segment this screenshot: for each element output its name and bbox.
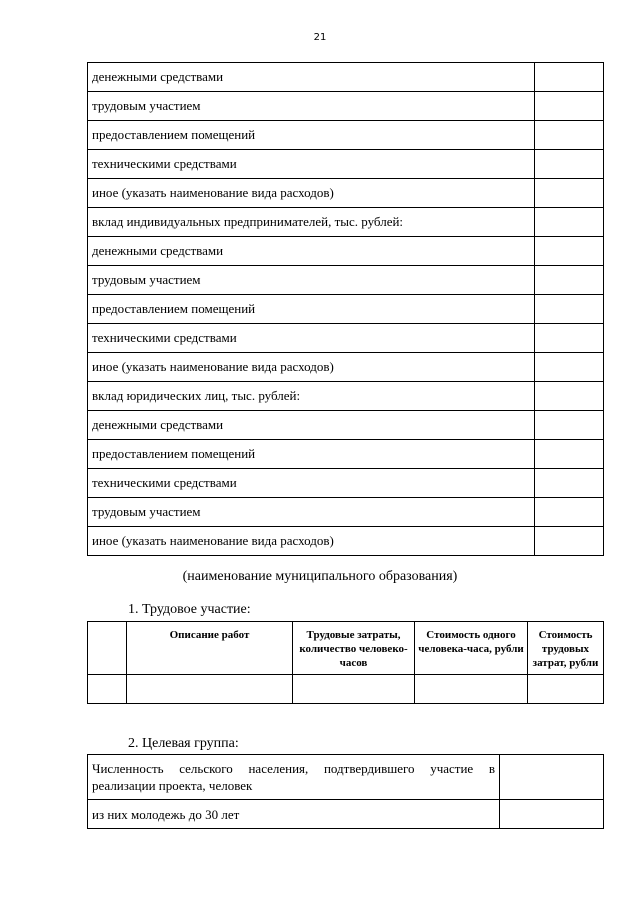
row-label: предоставлением помещений <box>88 295 535 324</box>
column-header: Стоимость трудовых затрат, рубли <box>528 622 604 675</box>
table-row <box>88 675 604 704</box>
table-cell <box>528 675 604 704</box>
table-cell <box>415 675 528 704</box>
row-label: техническими средствами <box>88 324 535 353</box>
row-label: денежными средствами <box>88 237 535 266</box>
column-header: Описание работ <box>127 622 293 675</box>
row-label: вклад юридических лиц, тыс. рублей: <box>88 382 535 411</box>
table-row <box>88 353 604 382</box>
table-row <box>88 92 604 121</box>
table-cell <box>293 675 415 704</box>
table-row <box>88 440 604 469</box>
value-cell <box>535 295 604 324</box>
table-row <box>88 800 604 829</box>
table-cell <box>127 675 293 704</box>
value-cell <box>500 800 604 829</box>
table-row <box>88 527 604 556</box>
row-label: денежными средствами <box>88 411 535 440</box>
contributions-table <box>87 62 604 556</box>
value-cell <box>535 266 604 295</box>
labor-table <box>87 621 604 704</box>
column-header <box>88 622 127 675</box>
row-label: иное (указать наименование вида расходов) <box>88 527 535 556</box>
row-label: предоставлением помещений <box>88 440 535 469</box>
table-row <box>88 411 604 440</box>
row-label: техническими средствами <box>88 469 535 498</box>
table-row <box>88 150 604 179</box>
value-cell <box>535 121 604 150</box>
value-cell <box>535 63 604 92</box>
row-label: Численность сельского населения, подтвердившего участие в реализации проекта, человек <box>88 755 500 800</box>
value-cell <box>500 755 604 800</box>
row-label: предоставлением помещений <box>88 121 535 150</box>
value-cell <box>535 179 604 208</box>
value-cell <box>535 92 604 121</box>
value-cell <box>535 237 604 266</box>
target-section-heading: 2. Целевая группа: <box>128 736 239 751</box>
table-cell <box>88 675 127 704</box>
value-cell <box>535 208 604 237</box>
labor-section-heading: 1. Трудовое участие: <box>128 602 251 617</box>
table-row <box>88 266 604 295</box>
table-row <box>88 295 604 324</box>
value-cell <box>535 411 604 440</box>
row-label: иное (указать наименование вида расходов) <box>88 353 535 382</box>
table-row <box>88 237 604 266</box>
row-label: из них молодежь до 30 лет <box>88 800 500 829</box>
table-row <box>88 382 604 411</box>
municipality-caption: (наименование муниципального образования) <box>182 569 458 584</box>
table-row <box>88 208 604 237</box>
value-cell <box>535 498 604 527</box>
value-cell <box>535 150 604 179</box>
table-row <box>88 755 604 800</box>
value-cell <box>535 353 604 382</box>
table-row <box>88 63 604 92</box>
row-label: трудовым участием <box>88 498 535 527</box>
table-header-row <box>88 622 604 675</box>
row-label: техническими средствами <box>88 150 535 179</box>
row-label: вклад индивидуальных предпринимателей, тыс. рублей: <box>88 208 535 237</box>
table-row <box>88 179 604 208</box>
value-cell <box>535 440 604 469</box>
table-row <box>88 498 604 527</box>
row-label: иное (указать наименование вида расходов) <box>88 179 535 208</box>
row-label: денежными средствами <box>88 63 535 92</box>
table-row <box>88 469 604 498</box>
value-cell <box>535 382 604 411</box>
value-cell <box>535 324 604 353</box>
row-label: трудовым участием <box>88 266 535 295</box>
target-group-table <box>87 754 604 829</box>
row-label: трудовым участием <box>88 92 535 121</box>
page-number: 21 <box>313 32 327 43</box>
table-row <box>88 121 604 150</box>
column-header: Стоимость одного человека-часа, рубли <box>415 622 528 675</box>
value-cell <box>535 469 604 498</box>
table-row <box>88 324 604 353</box>
value-cell <box>535 527 604 556</box>
column-header: Трудовые затраты, количество человеко-часов <box>293 622 415 675</box>
